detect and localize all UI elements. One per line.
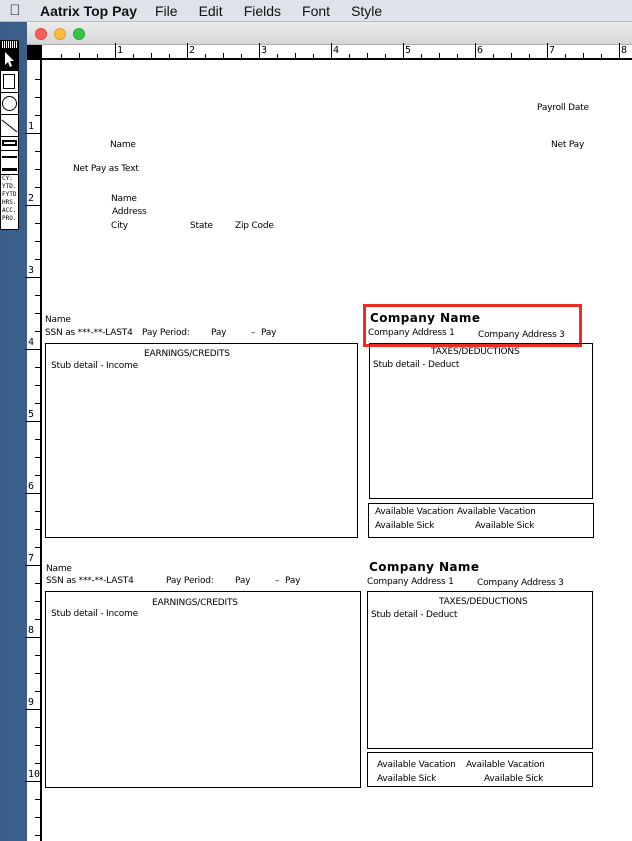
rectangle-icon (3, 74, 15, 89)
rectangle-tool[interactable] (1, 71, 18, 93)
ruler-tick (35, 673, 40, 674)
ruler-tick (349, 54, 350, 58)
ruler-tick (35, 835, 40, 836)
ruler-tick (35, 241, 40, 242)
ruler-label: 2 (28, 193, 35, 204)
menu-font[interactable]: Font (302, 2, 331, 19)
stub2-vacation-label: Available Vacation (377, 760, 456, 770)
ruler-label: 1 (28, 121, 35, 132)
palette-field-acc[interactable]: ACC. (2, 207, 17, 214)
ruler-tick (97, 54, 98, 58)
ruler-tick (79, 53, 80, 58)
pointer-tool[interactable] (1, 49, 18, 71)
menu-bar (0, 0, 632, 22)
ruler-label: 6 (28, 481, 35, 492)
ruler-tick (25, 781, 40, 782)
stub1-earnings-detail[interactable]: Stub detail - Income (51, 361, 138, 371)
vertical-ruler (27, 60, 42, 841)
ruler-tick (35, 187, 40, 188)
stub2-earnings-title: EARNINGS/CREDITS (152, 598, 238, 608)
net-pay-text-field[interactable]: Net Pay as Text (73, 164, 139, 174)
city-field[interactable]: City (111, 221, 128, 231)
ruler-tick (619, 43, 620, 58)
ruler-tick (295, 53, 296, 58)
ruler-tick (25, 133, 40, 134)
palette-field-pro[interactable]: PRO. (2, 215, 17, 222)
ruler-label: 4 (333, 45, 340, 56)
ruler-label: 10 (28, 769, 41, 780)
ruler-tick (35, 691, 40, 692)
oval-icon (2, 96, 17, 111)
ruler-tick (35, 619, 40, 620)
ruler-tick (35, 79, 40, 80)
ruler-tick (35, 475, 40, 476)
stub1-pay-start-field[interactable]: Pay (211, 328, 227, 338)
stub2-earnings-detail[interactable]: Stub detail - Income (51, 609, 138, 619)
ruler-tick (61, 54, 62, 58)
close-button[interactable] (35, 28, 47, 40)
ruler-label: 8 (28, 625, 35, 636)
address-name-field[interactable]: Name (111, 194, 137, 204)
minimize-button[interactable] (54, 28, 66, 40)
ruler-tick (35, 169, 40, 170)
stub2-ssn-field[interactable]: SSN as ***-**-LAST4 (46, 576, 134, 586)
stub2-pay-start-field[interactable]: Pay (235, 576, 251, 586)
state-field[interactable]: State (190, 221, 213, 231)
stub2-taxes-detail[interactable]: Stub detail - Deduct (371, 610, 458, 620)
layout-canvas[interactable] (44, 62, 632, 841)
palette-field-ytd[interactable]: YTD. (2, 183, 17, 190)
ruler-tick (529, 54, 530, 58)
palette-field-hrs[interactable]: HRS. (2, 199, 17, 206)
stub1-company-address1[interactable]: Company Address 1 (368, 328, 455, 338)
stub1-ssn-field[interactable]: SSN as ***-**-LAST4 (45, 328, 133, 338)
ruler-tick (25, 565, 40, 566)
ruler-tick (35, 727, 40, 728)
ruler-tick (35, 547, 40, 548)
ruler-tick (223, 53, 224, 58)
ruler-label: 9 (28, 697, 35, 708)
ruler-tick (35, 403, 40, 404)
ruler-tick (115, 43, 116, 58)
ruler-tick (35, 799, 40, 800)
stub1-taxes-box[interactable] (369, 343, 593, 499)
ruler-label: 1 (117, 45, 124, 56)
stub1-sick-value[interactable]: Available Sick (475, 521, 535, 531)
palette-field-fytd[interactable]: FYTD (2, 191, 17, 198)
ruler-tick (35, 511, 40, 512)
ruler-tick (35, 259, 40, 260)
line-tool[interactable] (1, 115, 18, 137)
ruler-tick (25, 709, 40, 710)
ruler-tick (259, 43, 260, 58)
ruler-tick (35, 223, 40, 224)
ruler-tick (35, 97, 40, 98)
ruler-tick (385, 54, 386, 58)
ruler-tick (403, 43, 404, 58)
ruler-tick (601, 54, 602, 58)
ruler-label: 4 (28, 337, 35, 348)
stub1-vacation-label: Available Vacation (375, 507, 454, 517)
payee-name-field[interactable]: Name (110, 140, 136, 150)
horizontal-ruler (27, 45, 632, 60)
ruler-tick (35, 331, 40, 332)
stub1-taxes-title: TAXES/DEDUCTIONS (431, 347, 520, 357)
address-field[interactable]: Address (112, 207, 147, 217)
ruler-tick (25, 205, 40, 206)
stub1-earnings-box[interactable] (45, 343, 358, 538)
ruler-tick (367, 53, 368, 58)
stub1-company-address3[interactable]: Company Address 3 (478, 330, 565, 340)
ruler-tick (475, 43, 476, 58)
ruler-tick (277, 54, 278, 58)
ruler-tick (35, 457, 40, 458)
tool-palette (0, 40, 19, 230)
ruler-corner (27, 45, 42, 60)
palette-field-cy[interactable]: CY: (2, 175, 13, 182)
stub2-company-address3[interactable]: Company Address 3 (477, 578, 564, 588)
arrow-icon (1, 49, 18, 69)
ruler-label: 2 (189, 45, 196, 56)
document-window (27, 22, 632, 841)
menu-file[interactable]: File (155, 2, 178, 19)
ruler-tick (35, 313, 40, 314)
stub2-taxes-title: TAXES/DEDUCTIONS (439, 597, 528, 607)
medium-line-icon (2, 156, 17, 158)
stub2-company-address1[interactable]: Company Address 1 (367, 577, 454, 587)
stub2-company-name[interactable]: Company Name (369, 560, 480, 574)
ruler-tick (35, 385, 40, 386)
ruler-tick (35, 367, 40, 368)
thick-line-tool[interactable] (1, 137, 18, 151)
stub2-dash: – (275, 576, 280, 586)
app-menu[interactable]: Aatrix Top Pay (40, 2, 137, 19)
ruler-label: 7 (28, 553, 35, 564)
oval-tool[interactable] (1, 93, 18, 115)
stub1-name-field[interactable]: Name (45, 315, 71, 325)
menu-fields[interactable]: Fields (243, 2, 282, 19)
zoom-button[interactable] (73, 28, 85, 40)
ruler-tick (331, 43, 332, 58)
ruler-tick (25, 493, 40, 494)
ruler-tick (583, 53, 584, 58)
palette-drag-handle[interactable] (1, 41, 18, 49)
ruler-tick (35, 151, 40, 152)
ruler-label: 6 (477, 45, 484, 56)
ruler-tick (35, 601, 40, 602)
ruler-tick (421, 54, 422, 58)
stub1-dash: – (251, 328, 256, 338)
thin-line-tool[interactable] (1, 163, 18, 175)
ruler-tick (133, 54, 134, 58)
ruler-tick (565, 54, 566, 58)
ruler-tick (35, 115, 40, 116)
stub1-pay-end-field[interactable]: Pay (261, 328, 277, 338)
thin-line-icon (2, 168, 17, 171)
line-icon (1, 115, 18, 136)
title-bar[interactable] (27, 22, 632, 45)
stub1-sick-label: Available Sick (375, 521, 435, 531)
apple-menu-icon[interactable] (0, 2, 30, 19)
ruler-tick (35, 439, 40, 440)
ruler-tick (187, 43, 188, 58)
ruler-tick (205, 54, 206, 58)
ruler-tick (25, 421, 40, 422)
ruler-tick (35, 745, 40, 746)
ruler-label: 3 (261, 45, 268, 56)
stub2-pay-end-field[interactable]: Pay (285, 576, 301, 586)
stub2-name-field[interactable]: Name (46, 564, 72, 574)
ruler-label: 8 (621, 45, 628, 56)
ruler-tick (241, 54, 242, 58)
ruler-tick (35, 583, 40, 584)
ruler-tick (439, 53, 440, 58)
stub1-earnings-title: EARNINGS/CREDITS (144, 349, 230, 359)
ruler-tick (151, 53, 152, 58)
stub2-vacation-value[interactable]: Available Vacation (466, 760, 545, 770)
ruler-tick (35, 763, 40, 764)
stub2-pay-period-label: Pay Period: (166, 576, 214, 586)
ruler-tick (457, 54, 458, 58)
ruler-tick (25, 349, 40, 350)
menu-edit[interactable]: Edit (198, 2, 223, 19)
ruler-label: 7 (549, 45, 556, 56)
stub1-company-name[interactable]: Company Name (370, 311, 481, 325)
stub1-leave-box[interactable] (368, 503, 594, 538)
stub2-leave-box[interactable] (367, 752, 593, 787)
ruler-tick (493, 54, 494, 58)
medium-line-tool[interactable] (1, 151, 18, 163)
ruler-tick (35, 529, 40, 530)
stub1-taxes-detail[interactable]: Stub detail - Deduct (373, 360, 460, 370)
payroll-date-field[interactable]: Payroll Date (537, 103, 589, 113)
ruler-tick (25, 277, 40, 278)
stub1-vacation-value[interactable]: Available Vacation (457, 507, 536, 517)
stub2-sick-label: Available Sick (377, 774, 437, 784)
stub2-sick-value[interactable]: Available Sick (484, 774, 544, 784)
ruler-tick (25, 637, 40, 638)
ruler-tick (313, 54, 314, 58)
ruler-tick (547, 43, 548, 58)
ruler-tick (35, 817, 40, 818)
ruler-tick (511, 53, 512, 58)
stub2-earnings-box[interactable] (45, 591, 361, 788)
thick-line-icon (2, 140, 17, 146)
zip-code-field[interactable]: Zip Code (235, 221, 274, 231)
ruler-label: 3 (28, 265, 35, 276)
stub2-taxes-box[interactable] (367, 591, 593, 749)
menu-style[interactable]: Style (351, 2, 383, 19)
ruler-label: 5 (405, 45, 412, 56)
stub1-pay-period-label: Pay Period: (142, 328, 190, 338)
ruler-tick (35, 655, 40, 656)
ruler-tick (35, 295, 40, 296)
ruler-label: 5 (28, 409, 35, 420)
net-pay-field[interactable]: Net Pay (551, 140, 585, 150)
ruler-tick (169, 54, 170, 58)
